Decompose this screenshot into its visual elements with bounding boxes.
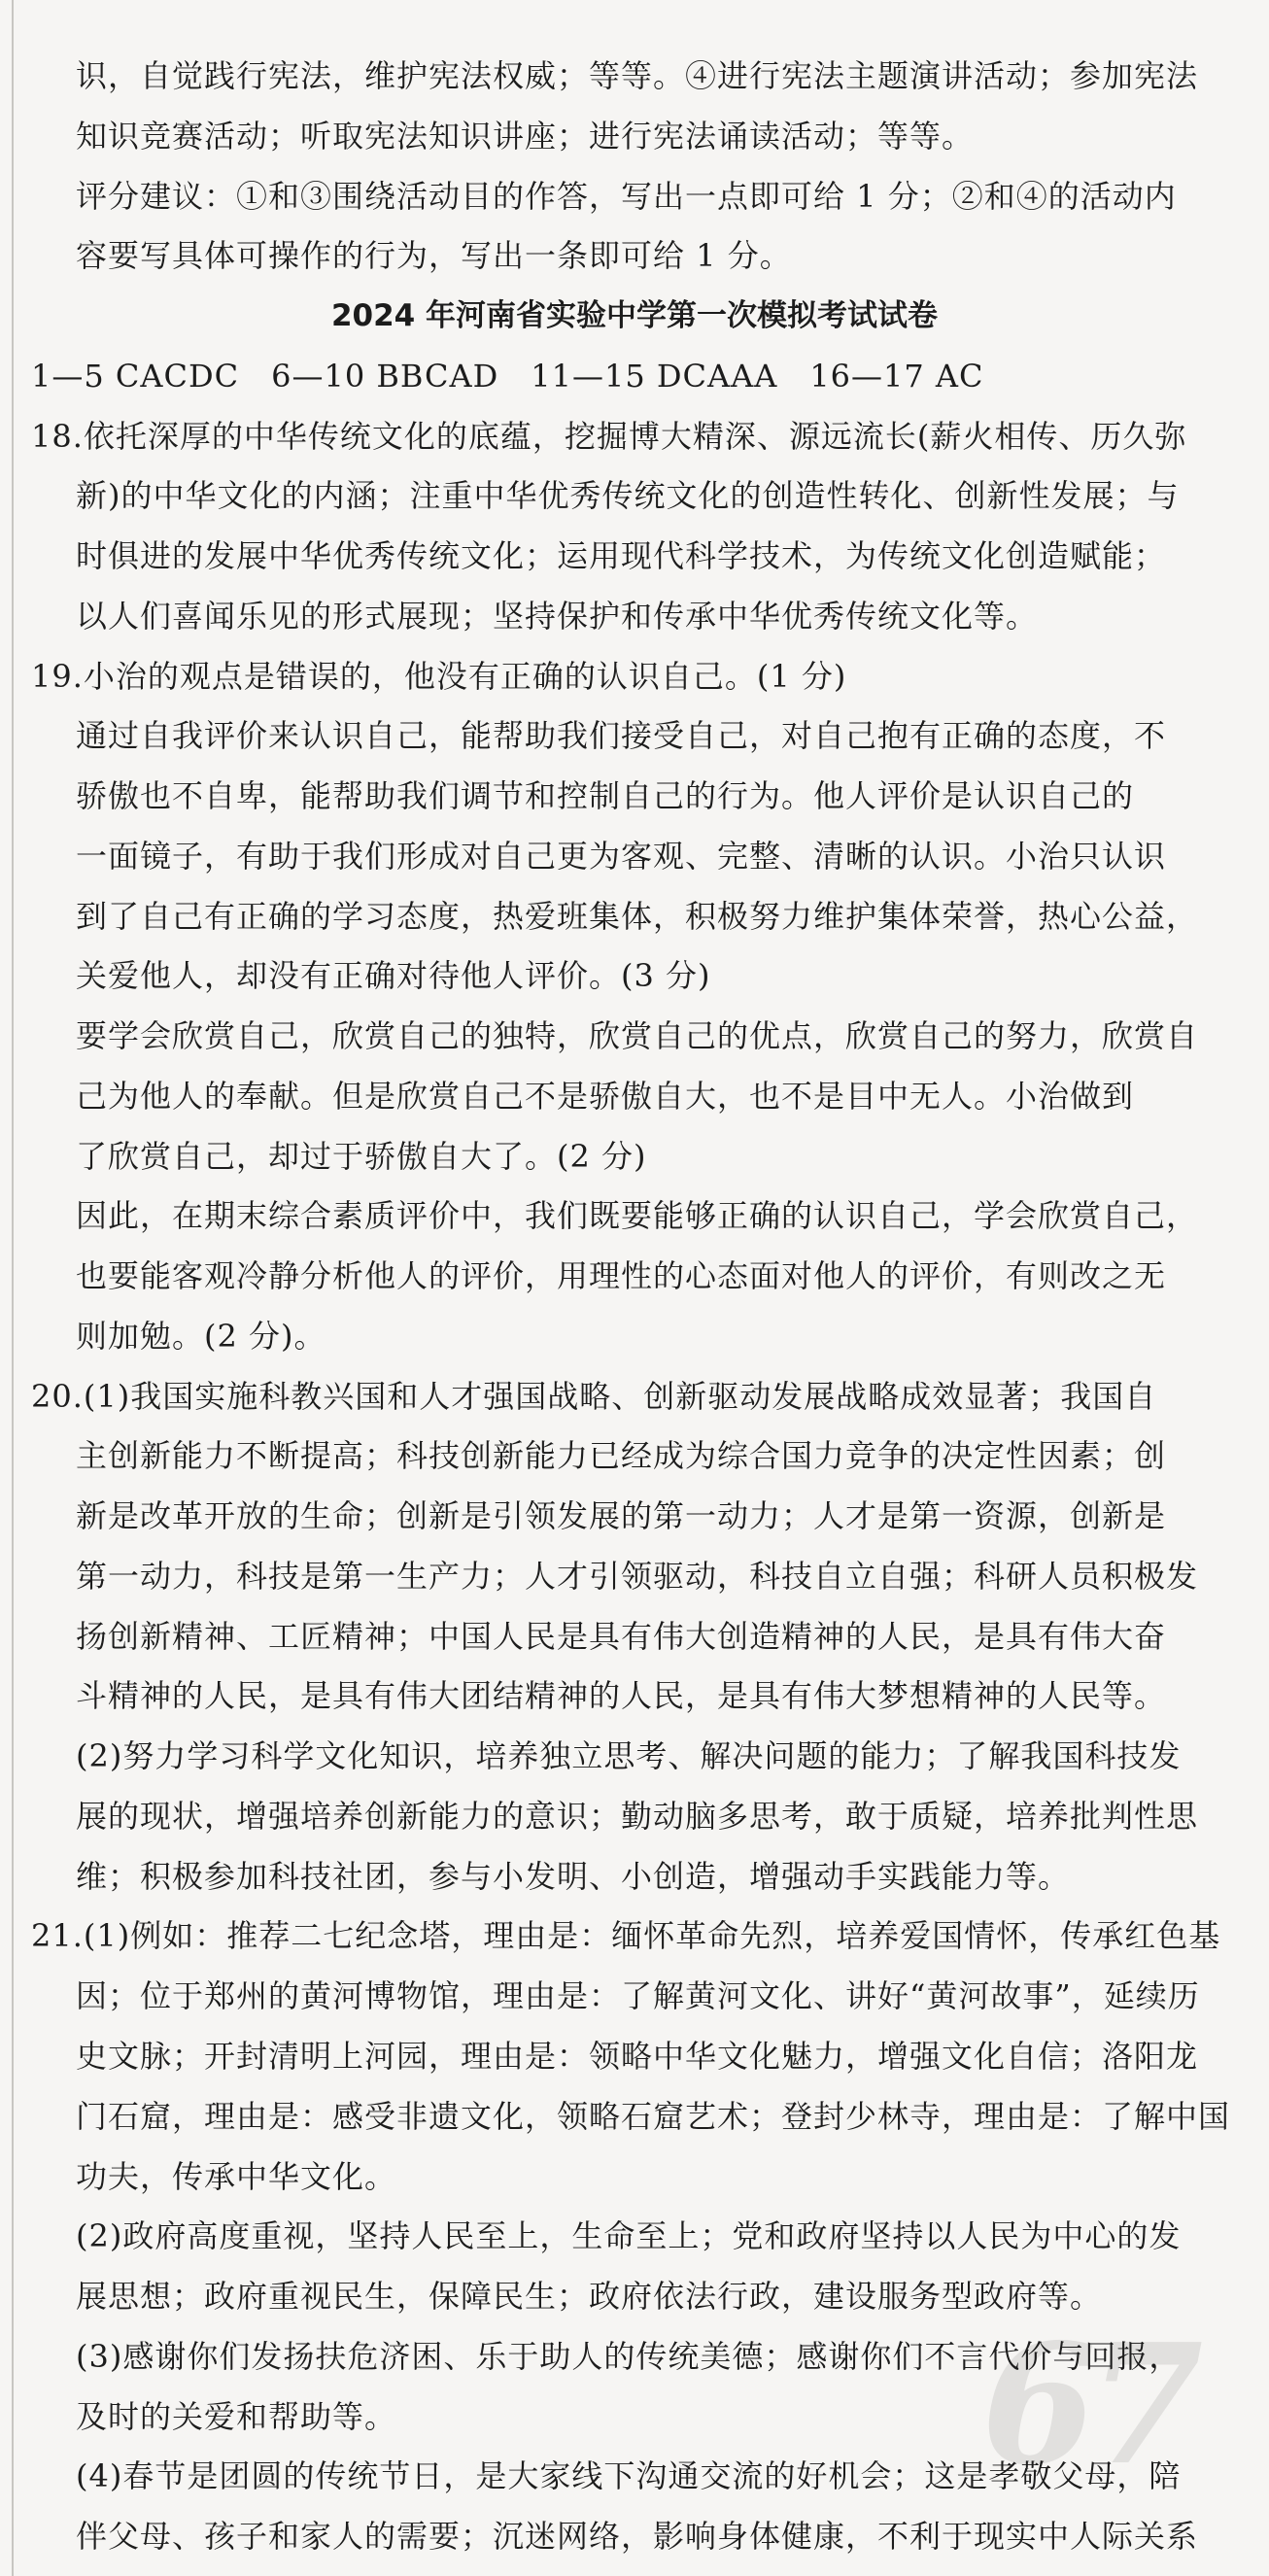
text-line: 展的现状，增强培养创新能力的意识；勤动脑多思考，敢于质疑，培养批判性思	[76, 1797, 1199, 1835]
text-line: 史文脉；开封清明上河园，理由是：领略中华文化魅力，增强文化自信；洛阳龙	[76, 2038, 1199, 2075]
text-line: 因此，在期末综合素质评价中，我们既要能够正确的认识自己，学会欣赏自己，	[76, 1197, 1199, 1235]
binding-margin-line	[12, 0, 14, 2576]
text-line: 一面镜子，有助于我们形成对自己更为客观、完整、清晰的认识。小治只认识	[76, 837, 1167, 875]
text-line: 以人们喜闻乐见的形式展现；坚持保护和传承中华优秀传统文化等。	[76, 597, 1039, 635]
text-line: 识，自觉践行宪法，维护宪法权威；等等。④进行宪法主题演讲活动；参加宪法	[76, 57, 1199, 94]
question-21-line: 21.(1)例如：推荐二七纪念塔，理由是：缅怀革命先烈，培养爱国情怀，传承红色基	[31, 1917, 1221, 1955]
text-line: 第一动力，科技是第一生产力；人才引领驱动，科技自立自强；科研人员积极发	[76, 1557, 1199, 1595]
text-line: 通过自我评价来认识自己，能帮助我们接受自己，对自己抱有正确的态度，不	[76, 717, 1167, 755]
text-line: 评分建议：①和③围绕活动目的作答，写出一点即可给 1 分；②和④的活动内	[76, 177, 1177, 215]
text-line: 展思想；政府重视民生，保障民生；政府依法行政，建设服务型政府等。	[76, 2278, 1103, 2315]
text-line: (4)春节是团圆的传统节日，是大家线下沟通交流的好机会；这是孝敬父母，陪	[76, 2457, 1182, 2495]
text-line: 因；位于郑州的黄河博物馆，理由是：了解黄河文化、讲好“黄河故事”，延续历	[76, 1977, 1200, 2015]
text-line: (2)努力学习科学文化知识，培养独立思考、解决问题的能力；了解我国科技发	[76, 1737, 1182, 1775]
text-line: 己为他人的奉献。但是欣赏自己不是骄傲自大，也不是目中无人。小治做到	[76, 1077, 1135, 1115]
text-line: 主创新能力不断提高；科技创新能力已经成为综合国力竞争的决定性因素；创	[76, 1437, 1167, 1475]
question-19-line: 19.小治的观点是错误的，他没有正确的认识自己。(1 分)	[31, 657, 847, 695]
text-line: 及时的关爱和帮助等。	[76, 2397, 397, 2435]
text-line: 也要能客观冷静分析他人的评价，用理性的心态面对他人的评价，有则改之无	[76, 1257, 1167, 1295]
text-line: 则加勉。(2 分)。	[76, 1317, 326, 1355]
text-line: 关爱他人，却没有正确对待他人评价。(3 分)	[76, 957, 711, 995]
question-18-line: 18.依托深厚的中华传统文化的底蕴，挖掘博大精深、源远流长(薪火相传、历久弥	[31, 417, 1187, 455]
text-line: 到了自己有正确的学习态度，热爱班集体，积极努力维护集体荣誉，热心公益，	[76, 897, 1199, 935]
text-line: 伴父母、孩子和家人的需要；沉迷网络，影响身体健康，不利于现实中人际关系	[76, 2518, 1199, 2555]
text-line: (2)政府高度重视，坚持人民至上，生命至上；党和政府坚持以人民为中心的发	[76, 2217, 1182, 2255]
page-number-watermark: 67	[981, 2308, 1196, 2502]
text-line: 骄傲也不自卑，能帮助我们调节和控制自己的行为。他人评价是认识自己的	[76, 777, 1135, 815]
text-line: 斗精神的人民，是具有伟大团结精神的人民，是具有伟大梦想精神的人民等。	[76, 1677, 1167, 1715]
text-line: 功夫，传承中华文化。	[76, 2157, 397, 2195]
text-line: 维；积极参加科技社团，参与小发明、小创造，增强动手实践能力等。	[76, 1857, 1071, 1895]
text-line: 新)的中华文化的内涵；注重中华优秀传统文化的创造性转化、创新性发展；与	[76, 477, 1180, 515]
answer-key-line: 1—5 CACDC 6—10 BBCAD 11—15 DCAAA 16—17 AC	[31, 357, 984, 395]
text-line: 容要写具体可操作的行为，写出一条即可给 1 分。	[76, 237, 792, 275]
text-line: 门石窟，理由是：感受非遗文化，领略石窟艺术；登封少林寺，理由是：了解中国	[76, 2097, 1231, 2135]
text-line: 要学会欣赏自己，欣赏自己的独特，欣赏自己的优点，欣赏自己的努力，欣赏自	[76, 1017, 1199, 1055]
question-20-line: 20.(1)我国实施科教兴国和人才强国战略、创新驱动发展战略成效显著；我国自	[31, 1377, 1157, 1415]
text-line: 了欣赏自己，却过于骄傲自大了。(2 分)	[76, 1137, 647, 1175]
text-line: 扬创新精神、工匠精神；中国人民是具有伟大创造精神的人民，是具有伟大奋	[76, 1617, 1167, 1655]
text-line: 时俱进的发展中华优秀传统文化；运用现代科学技术，为传统文化创造赋能；	[76, 537, 1167, 574]
text-line: 知识竞赛活动；听取宪法知识讲座；进行宪法诵读活动；等等。	[76, 117, 975, 155]
text-line: (3)感谢你们发扬扶危济困、乐于助人的传统美德；感谢你们不言代价与回报，	[76, 2337, 1182, 2375]
section-title: 2024 年河南省实验中学第一次模拟考试试卷	[330, 298, 939, 333]
text-line: 新是改革开放的生命；创新是引领发展的第一动力；人才是第一资源，创新是	[76, 1497, 1167, 1535]
